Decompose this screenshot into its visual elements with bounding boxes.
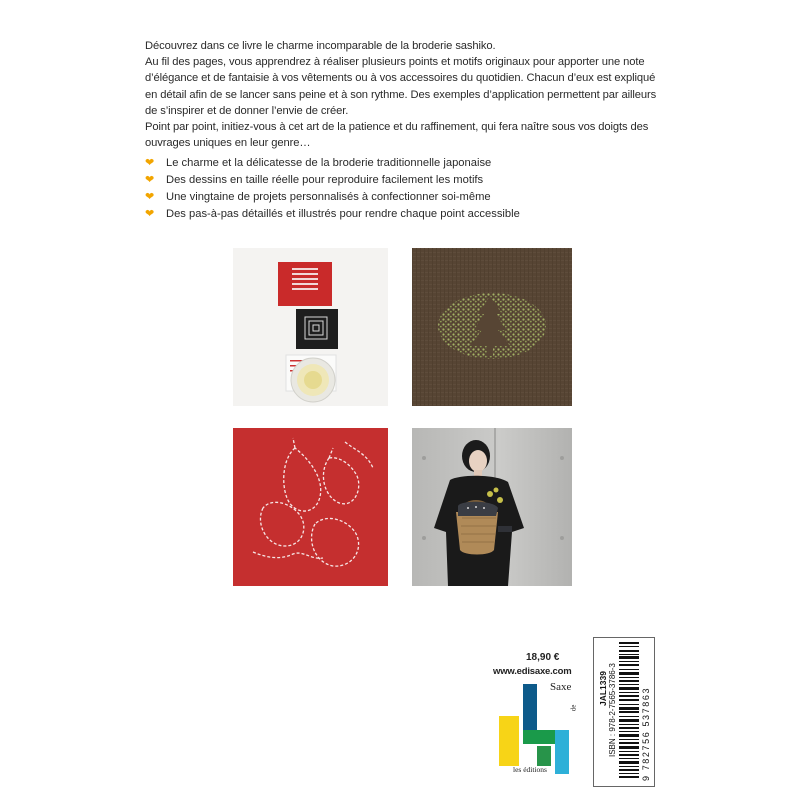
heart-icon: ❤ (145, 191, 155, 203)
barcode (619, 642, 639, 780)
photo-coasters-tea (233, 248, 388, 406)
logo-editions-text: les éditions (513, 765, 547, 774)
logo-saxe-text: Saxe (550, 681, 572, 693)
feature-list (145, 155, 665, 223)
list-item: ❤ Des dessins en taille réelle pour reproduire facilement les motifs (145, 172, 665, 189)
intro-paragraph-2: Au fil des pages, vous apprendrez à réaliser plusieurs points et motifs originaux pour apporter une note d’élégance et de fantaisie à vos vêtements ou à vos accessoires du quotidien. Chacun d’eux est expliqué en détail afin de se lancer sans peine et à son rythme. Des exemples d’application permettent par ailleurs de s’inspirer et de donner l’envie de créer. (145, 56, 657, 117)
heart-icon: ❤ (145, 157, 155, 169)
barcode-number: 9 782756 537863 (641, 686, 651, 781)
list-item: ❤ Des pas-à-pas détaillés et illustrés pour rendre chaque point accessible (145, 206, 665, 223)
logo-de-text: de (569, 704, 578, 712)
back-cover-description (145, 38, 665, 151)
list-item: ❤ Une vingtaine de projets personnalisés à confectionner soi-même (145, 189, 665, 206)
heart-icon: ❤ (145, 208, 155, 220)
price: 18,90 € (526, 652, 560, 663)
intro-paragraph-1: Découvrez dans ce livre le charme incomparable de la broderie sashiko. (145, 40, 496, 52)
product-code: JAL1339 (598, 671, 608, 706)
intro-paragraph-3: Point par point, initiez-vous à cet art de la patience et du raffinement, qui fera naître sous vos doigts des ouvrages uniques en leur genre… (145, 121, 649, 150)
publisher-url[interactable]: www.edisaxe.com (493, 666, 572, 677)
photo-woman-basket (412, 428, 572, 586)
heart-icon: ❤ (145, 174, 155, 186)
photo-tree-embroidery (412, 248, 572, 406)
isbn: ISBN : 978-2-7565-3786-3 (608, 663, 617, 757)
list-item: ❤ Le charme et la délicatesse de la broderie traditionnelle japonaise (145, 155, 665, 172)
photo-pear-embroidery (233, 428, 388, 586)
